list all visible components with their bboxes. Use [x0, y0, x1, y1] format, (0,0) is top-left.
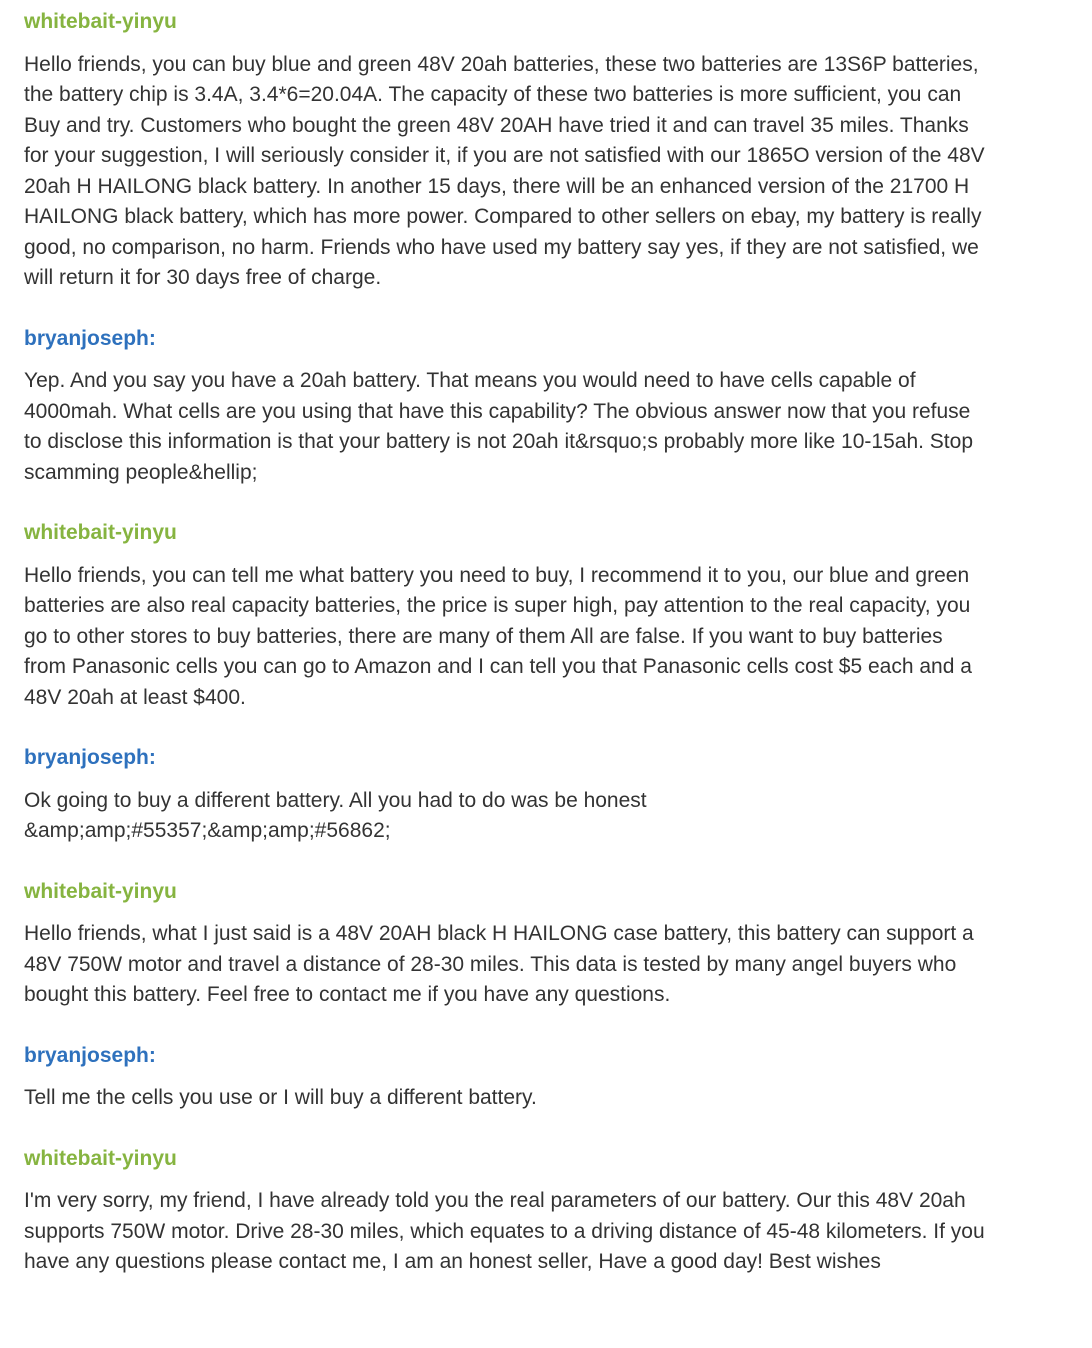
message-text: Yep. And you say you have a 20ah battery. That means you would need to have cells capable of 4000mah. What cells are you using that have this capability? The obvious answer now that you refuse to disclose this information is that your battery is not 20ah it&rsquo;s probably more like 10-15ah. Stop scamming people&hellip;: [24, 369, 973, 484]
message: [24, 324, 987, 489]
message: [24, 1041, 987, 1114]
author-name: whitebait-yinyu: [24, 10, 177, 33]
author-name: whitebait-yinyu: [24, 1146, 177, 1170]
message-text: Hello friends, you can tell me what battery you need to buy, I recommend it to you, our blue and green batteries are also real capacity batteries, the price is super high, pay attention to the real capacity, you go to other stores to buy batteries, there are many of them All are false. If you want to buy batteries from Panasonic cells you can go to Amazon and I can tell you that Panasonic cells cost $5 each and a 48V 20ah at least $400.: [24, 563, 972, 709]
message-text: Hello friends, you can buy blue and green 48V 20ah batteries, these two batteries are 13S6P batteries, the battery chip is 3.4A, 3.4*6=20.04A. The capacity of these two batteries is more sufficient, you can Buy and try. Customers who bought the green 48V 20AH have tried it and can travel 35 miles. Thanks for your suggestion, I will seriously consider it, if you are not satisfied with our 1865O version of the 48V 20ah H HAILONG black battery. In another 15 days, there will be an enhanced version of the 21700 H HAILONG black battery, which has more power. Compared to other sellers on ebay, my battery is really good, no comparison, no harm. Friends who have used my battery say yes, if they are not satisfied, we will return it for 30 days free of charge.: [24, 52, 985, 289]
author-name: whitebait-yinyu: [24, 879, 177, 903]
message: [24, 877, 987, 1011]
message-text: Tell me the cells you use or I will buy a different battery.: [24, 1086, 537, 1109]
message: [24, 518, 987, 713]
message: [24, 7, 987, 294]
message-text: Hello friends, what I just said is a 48V 20AH black H HAILONG case battery, this battery can support a 48V 750W motor and travel a distance of 28-30 miles. This data is tested by many angel buyers who bought this battery. Feel free to contact me if you have any questions.: [24, 922, 974, 1006]
message-text: I'm very sorry, my friend, I have already told you the real parameters of our battery. Our this 48V 20ah supports 750W motor. Drive 28-30 miles, which equates to a driving distance of 45-48 kilometers. If you have any questions please contact me, I am an honest seller, Have a good day! Best wishes: [24, 1189, 985, 1273]
message: [24, 1144, 987, 1278]
message: [24, 743, 987, 847]
author-name: bryanjoseph:: [24, 1043, 156, 1067]
message-text: Ok going to buy a different battery. All you had to do was be honest &amp;amp;#55357;&amp;amp;#56862;: [24, 788, 647, 842]
author-name: bryanjoseph:: [24, 326, 156, 350]
feedback-conversation-thread: [24, 7, 987, 1278]
author-name: bryanjoseph:: [24, 746, 156, 769]
author-name: whitebait-yinyu: [24, 521, 177, 544]
